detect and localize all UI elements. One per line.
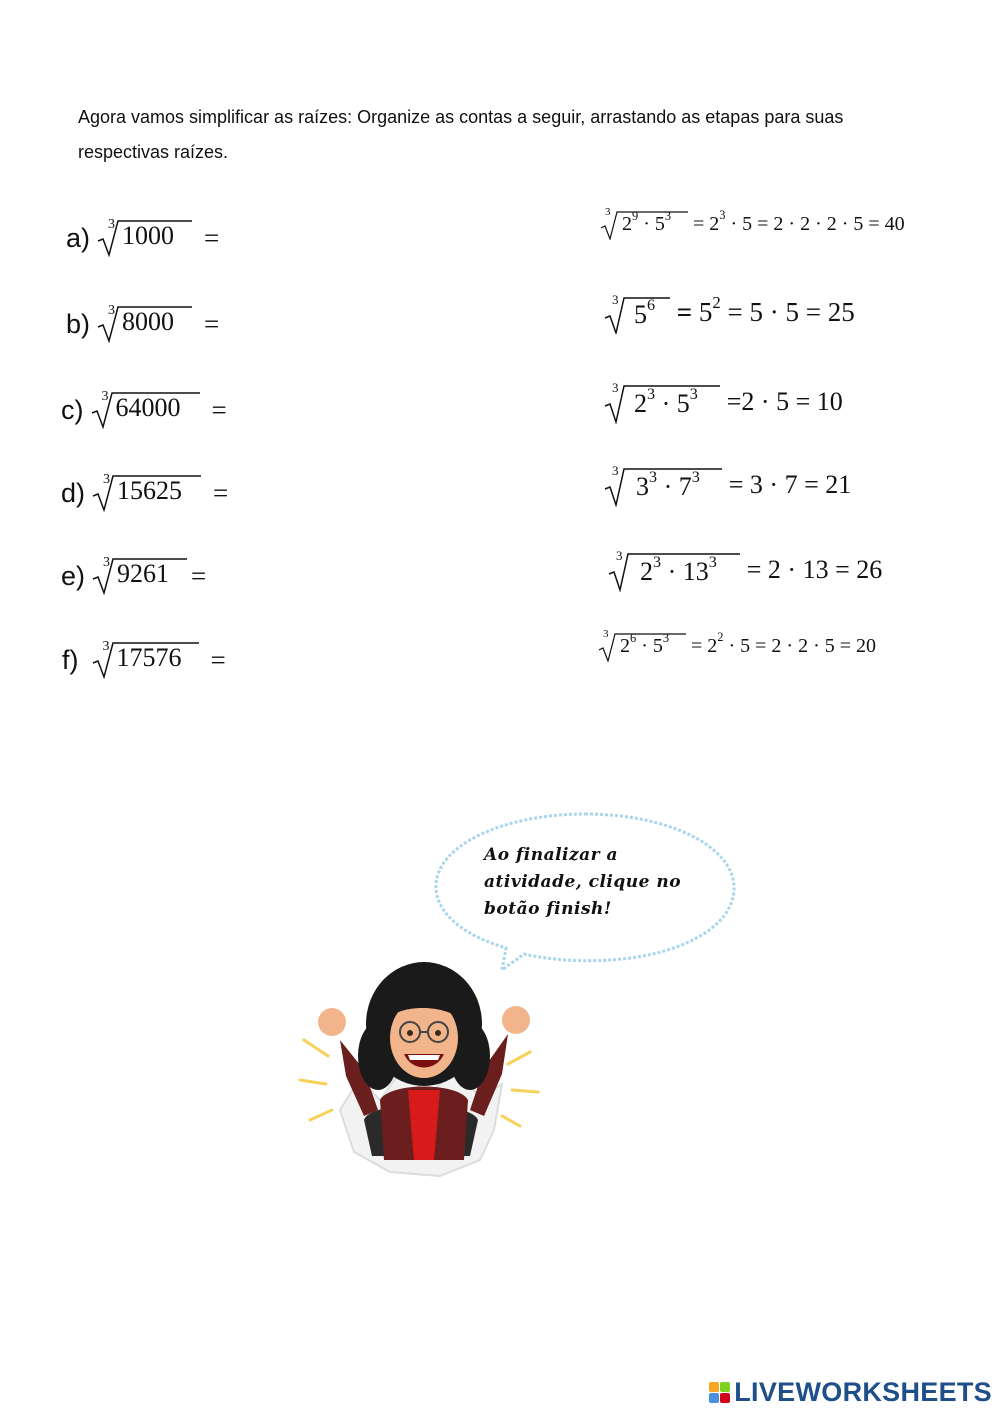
radicand: 15625 <box>117 476 183 505</box>
equals-sign: = <box>210 644 226 675</box>
problem-letter: c) <box>61 394 84 425</box>
cube-root: 3 $2^3 \cdot 13^3$ <box>608 552 740 592</box>
cube-root: 3 64000 <box>90 391 200 429</box>
problem-e <box>61 546 206 606</box>
problem-letter: d) <box>61 477 86 508</box>
cube-root: 3 15625 <box>91 474 201 512</box>
equals-sign: = <box>213 477 229 508</box>
step-card-10[interactable]: 3 $2^3 \cdot 5^3$ =2 · 5 = 10 <box>604 384 843 424</box>
cube-root: 3 $2^9 \cdot 5^3$ <box>600 210 688 240</box>
cube-root: 3 9261 <box>91 557 187 595</box>
cube-root: 3 $3^3 \cdot 7^3$ <box>604 467 722 507</box>
brand-name: LIVEWORKSHEETS <box>734 1376 992 1407</box>
problem-d <box>61 463 228 523</box>
problem-f <box>62 630 226 690</box>
problem-b <box>66 294 219 354</box>
teacher-avatar-icon <box>280 960 560 1200</box>
speech-bubble-text: Ao finalizar a atividade, clique no botão finish! <box>484 845 682 919</box>
equals-sign: = <box>211 394 227 425</box>
instructions-text <box>78 100 950 170</box>
equals-sign: = <box>204 222 220 253</box>
problem-letter: a) <box>66 222 91 253</box>
cube-root: 3 1000 <box>96 219 192 257</box>
cube-root: 3 8000 <box>96 305 192 343</box>
radicand: 9261 <box>117 559 170 588</box>
problem-letter: f) <box>62 644 79 675</box>
problem-c <box>61 380 227 440</box>
problem-letter: b) <box>66 308 91 339</box>
instructions-line-2: respectivas raízes. <box>78 142 229 162</box>
step-card-40[interactable]: 3 $2^9 \cdot 5^3$ = $2^3 \cdot 5 = 2 \cdot 2 \cdot 2 \cdot 5 = 40$ <box>600 210 905 240</box>
radicand: 8000 <box>122 307 175 336</box>
cube-root: 3 $2^6 \cdot 5^3$ <box>598 632 686 662</box>
radicand: 64000 <box>115 393 181 422</box>
instructions-line-1: Agora vamos simplificar as raízes: Organize as contas a seguir, arrastando as etapas para suas <box>78 107 844 127</box>
cube-root: 3 $5^6$ <box>604 296 670 334</box>
equals-sign: = <box>191 560 207 591</box>
liveworksheets-logo-icon <box>709 1382 730 1403</box>
problem-letter: e) <box>61 560 86 591</box>
step-card-25[interactable]: 3 $5^6$ = $5^2 = 5 \cdot 5 = 25$ <box>604 296 855 334</box>
step-card-20[interactable]: 3 $2^6 \cdot 5^3$ = $2^2 \cdot 5 = 2 \cdot 2 \cdot 5 = 20$ <box>598 632 876 662</box>
step-card-26[interactable]: 3 $2^3 \cdot 13^3$ = 2 · 13 = 26 <box>608 552 882 592</box>
radicand: 1000 <box>122 221 175 250</box>
cube-root: 3 $2^3 \cdot 5^3$ <box>604 384 720 424</box>
problem-a <box>66 208 219 268</box>
liveworksheets-brand <box>709 1377 992 1407</box>
radicand: 17576 <box>116 643 182 672</box>
cube-root: 3 17576 <box>91 641 199 679</box>
equals-sign: = <box>204 308 220 339</box>
step-card-21[interactable]: 3 $3^3 \cdot 7^3$ = 3 · 7 = 21 <box>604 467 851 507</box>
